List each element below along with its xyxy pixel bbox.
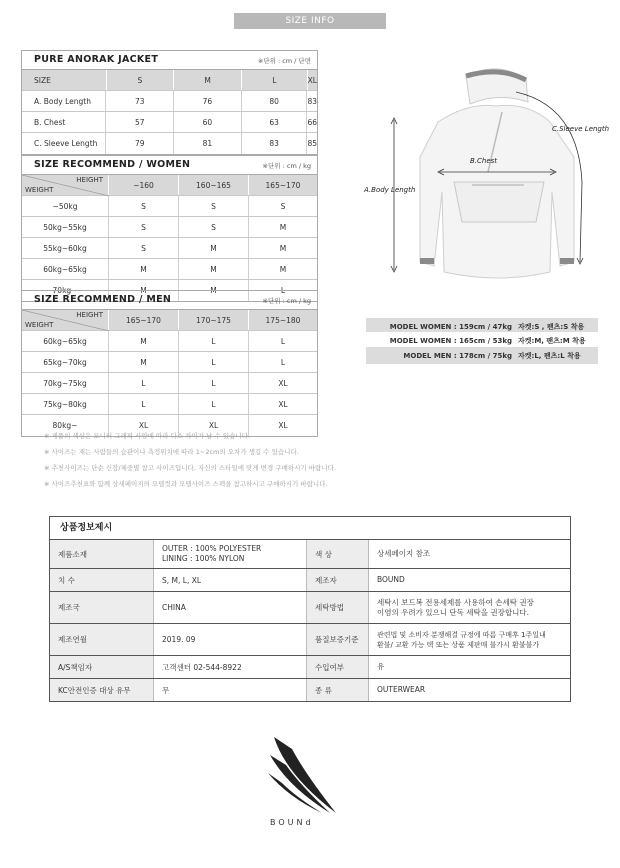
row-label: C. Sleeve Length bbox=[22, 133, 106, 154]
info-key: 제품소재 bbox=[50, 540, 154, 568]
model-spec: MODEL WOMEN : 165cm / 53kg bbox=[389, 336, 512, 345]
info-value: 2019. 09 bbox=[154, 624, 307, 655]
header-cell: 170~175 bbox=[179, 310, 249, 330]
info-key: 세탁방법 bbox=[307, 592, 369, 623]
cell: L bbox=[179, 331, 249, 351]
table-row bbox=[22, 259, 317, 280]
cell: M bbox=[109, 352, 179, 372]
table-row bbox=[22, 217, 317, 238]
table-row bbox=[22, 112, 317, 133]
product-table-title-bar bbox=[22, 51, 317, 70]
table-row bbox=[22, 238, 317, 259]
cell: M bbox=[109, 259, 179, 279]
info-key: 제조국 bbox=[50, 592, 154, 623]
header-cell: S bbox=[107, 70, 175, 90]
table-row bbox=[22, 352, 317, 373]
cell: XL bbox=[278, 421, 288, 430]
row-label: B. Chest bbox=[22, 112, 106, 132]
info-value: 상세페이지 참조 bbox=[377, 549, 431, 558]
cell: XL bbox=[278, 378, 288, 388]
cell: XL bbox=[278, 399, 288, 409]
product-table-unit: ※단위 : cm / 단면 bbox=[257, 57, 311, 65]
info-value: 고객센터 02-544-8922 bbox=[154, 656, 307, 678]
model-size: 자켓:L, 팬츠:L 착용 bbox=[518, 351, 581, 360]
cell: S bbox=[109, 238, 179, 258]
info-value: OUTER : 100% POLYESTER LINING : 100% NYLON bbox=[154, 540, 307, 568]
info-row bbox=[50, 569, 570, 592]
info-row bbox=[50, 592, 570, 624]
info-row bbox=[50, 656, 570, 679]
corner-height-label: HEIGHT bbox=[76, 311, 103, 319]
header-cell: 165~170 bbox=[265, 180, 301, 190]
size-info-banner: SIZE INFO bbox=[234, 13, 386, 29]
info-key: 치 수 bbox=[50, 569, 154, 591]
info-key: KC안전인증 대상 유무 bbox=[50, 679, 154, 701]
header-cell: 165~170 bbox=[109, 310, 179, 330]
men-table-unit: ※단위 : cm / kg bbox=[262, 297, 311, 305]
model-spec: MODEL MEN : 178cm / 75kg bbox=[403, 351, 512, 360]
product-table-title: PURE ANORAK JACKET bbox=[34, 54, 159, 65]
sleeve-length-label: C.Sleeve Length bbox=[552, 125, 610, 133]
info-value: 유 bbox=[377, 662, 385, 671]
table-row bbox=[22, 133, 317, 154]
table-row bbox=[22, 394, 317, 415]
table-row bbox=[22, 373, 317, 394]
info-value: 관련법 및 소비자 분쟁해결 규정에 따름 구매후 1주일내 환불/ 교환 가능 택 또는 상품 제판매 불가시 환불불가 bbox=[377, 630, 546, 649]
row-label: 75kg~80kg bbox=[22, 394, 109, 414]
cell: S bbox=[280, 201, 286, 211]
cell: L bbox=[179, 352, 249, 372]
model-size: 자켓:S , 팬츠:S 착용 bbox=[518, 322, 585, 331]
men-table-header bbox=[22, 310, 317, 331]
cell: L bbox=[179, 394, 249, 414]
body-length-label: A.Body Length bbox=[364, 186, 416, 194]
cell: XL bbox=[179, 415, 249, 436]
cell: 57 bbox=[106, 112, 174, 132]
row-label: ~50kg bbox=[22, 196, 109, 216]
info-row bbox=[50, 540, 570, 569]
corner-weight-label: WEIGHT bbox=[25, 321, 54, 329]
row-label: A. Body Length bbox=[22, 91, 106, 111]
women-table-title: SIZE RECOMMEND / WOMEN bbox=[34, 159, 191, 170]
header-cell: ~160 bbox=[109, 175, 179, 195]
cell: 60 bbox=[174, 112, 242, 132]
info-key: 제조자 bbox=[307, 569, 369, 591]
women-table-title-bar bbox=[22, 156, 317, 175]
table-row bbox=[22, 91, 317, 112]
cell: L bbox=[280, 286, 286, 295]
product-size-table bbox=[21, 50, 318, 155]
header-cell: L bbox=[242, 70, 308, 90]
info-key: 제조연월 bbox=[50, 624, 154, 655]
cell: M bbox=[279, 264, 287, 274]
product-table-header bbox=[22, 70, 317, 91]
info-key: 품질보증기준 bbox=[307, 624, 369, 655]
cell: 66 bbox=[307, 117, 317, 127]
info-value: CHINA bbox=[154, 592, 307, 623]
header-cell: XL bbox=[307, 75, 317, 85]
cell: M bbox=[279, 243, 287, 253]
cell: S bbox=[109, 217, 179, 237]
info-value: BOUND bbox=[377, 575, 405, 584]
cell: S bbox=[179, 217, 249, 237]
info-key: 수입여부 bbox=[307, 656, 369, 678]
height-weight-corner bbox=[22, 175, 109, 195]
info-key: A/S책임자 bbox=[50, 656, 154, 678]
table-row bbox=[22, 196, 317, 217]
note-line: ※ 추천사이즈는 단순 신장/체중별 참고 사이즈입니다, 자신의 스타일에 맞게 변경 구매하시기 바랍니다. bbox=[44, 464, 336, 472]
header-cell: SIZE bbox=[22, 70, 107, 90]
product-info-title: 상품정보제시 bbox=[50, 517, 570, 540]
brand-logo-text: BOUNd bbox=[270, 818, 314, 827]
cell: M bbox=[179, 238, 249, 258]
chest-label: B.Chest bbox=[470, 157, 498, 165]
corner-weight-label: WEIGHT bbox=[25, 186, 54, 194]
cell: 73 bbox=[106, 91, 174, 111]
corner-height-label: HEIGHT bbox=[76, 176, 103, 184]
cell: L bbox=[109, 373, 179, 393]
men-table-title: SIZE RECOMMEND / MEN bbox=[34, 294, 172, 305]
cell: M bbox=[279, 222, 287, 232]
men-table-title-bar bbox=[22, 291, 317, 310]
height-weight-corner bbox=[22, 310, 109, 330]
women-table-unit: ※단위 : cm / kg bbox=[262, 162, 311, 170]
row-label: 70kg~ bbox=[22, 280, 109, 301]
cell: L bbox=[179, 373, 249, 393]
cell: M bbox=[179, 280, 249, 301]
cell: 83 bbox=[242, 133, 308, 154]
row-label: 60kg~65kg bbox=[22, 259, 109, 279]
model-size: 자켓:M, 팬츠:M 착용 bbox=[518, 336, 586, 345]
cell: L bbox=[109, 394, 179, 414]
info-row bbox=[50, 679, 570, 702]
cell: 81 bbox=[174, 133, 242, 154]
women-table-header bbox=[22, 175, 317, 196]
cell: L bbox=[280, 357, 286, 367]
row-label: 65kg~70kg bbox=[22, 352, 109, 372]
bound-logo-icon bbox=[266, 735, 346, 815]
table-row bbox=[22, 331, 317, 352]
cell: 63 bbox=[242, 112, 308, 132]
cell: M bbox=[109, 280, 179, 301]
info-value: S, M, L, XL bbox=[154, 569, 307, 591]
cell: 76 bbox=[174, 91, 242, 111]
cell: M bbox=[179, 259, 249, 279]
cell: XL bbox=[109, 415, 179, 436]
info-value: OUTERWEAR bbox=[377, 685, 426, 694]
cell: S bbox=[109, 196, 179, 216]
product-info-table bbox=[49, 516, 571, 702]
info-value: 무 bbox=[154, 679, 307, 701]
cell: 80 bbox=[242, 91, 308, 111]
row-label: 60kg~65kg bbox=[22, 331, 109, 351]
header-cell: 175~180 bbox=[265, 315, 301, 325]
men-recommend-table bbox=[21, 290, 318, 437]
row-label: 55kg~60kg bbox=[22, 238, 109, 258]
row-label: 50kg~55kg bbox=[22, 217, 109, 237]
header-cell: M bbox=[174, 70, 242, 90]
row-label: 70kg~75kg bbox=[22, 373, 109, 393]
row-label: 80kg~ bbox=[22, 415, 109, 436]
cell: 79 bbox=[106, 133, 174, 154]
info-row bbox=[50, 624, 570, 656]
cell: S bbox=[179, 196, 249, 216]
header-cell: 160~165 bbox=[179, 175, 249, 195]
cell: 85 bbox=[307, 139, 317, 148]
model-spec: MODEL WOMEN : 159cm / 47kg bbox=[389, 322, 512, 331]
cell: L bbox=[280, 336, 286, 346]
cell: M bbox=[109, 331, 179, 351]
info-key: 색 상 bbox=[307, 540, 369, 568]
note-line: ※ 사이즈추천표와 함께 상세페이지의 모델컷과 모델사이즈 스펙을 참고하시고 구매하시기 바랍니다. bbox=[44, 480, 328, 488]
model-info-row bbox=[366, 347, 598, 364]
women-recommend-table bbox=[21, 155, 318, 302]
cell: 83 bbox=[307, 96, 317, 106]
info-value: 세탁시 보드복 전용세제를 사용하여 손세탁 권장 이염의 우려가 있으니 단독 세탁을 권장합니다. bbox=[377, 597, 534, 617]
jacket-illustration bbox=[378, 62, 618, 287]
note-line: ※ 제품의 색상은 모니터 그래픽 사양에 따라 다소 차이가 날 수 있습니다. bbox=[44, 432, 251, 440]
info-key: 종 류 bbox=[307, 679, 369, 701]
note-line: ※ 사이즈는 재는 사람들의 습관이나 측정위치에 따라 1~2cm의 오차가 생길 수 있습니다. bbox=[44, 448, 299, 456]
